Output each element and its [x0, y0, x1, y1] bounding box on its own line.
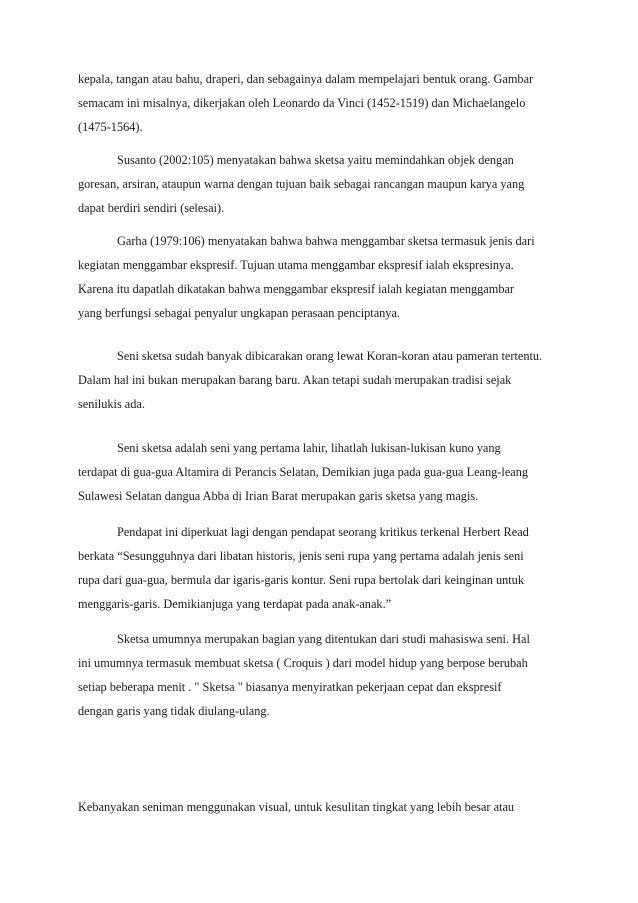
text-line: setiap beberapa menit . " Sketsa " biasanya menyiratkan pekerjaan cepat dan ekspresif [78, 680, 502, 694]
text-line: semacam ini misalnya, dikerjakan oleh Leonardo da Vinci (1452-1519) dan Michaelangelo [78, 96, 526, 110]
text-line: Garha (1979:106) menyatakan bahwa bahwa menggambar sketsa termasuk jenis dari [117, 234, 535, 248]
paragraph-4 [78, 344, 578, 416]
text-line: senilukis ada. [78, 397, 145, 411]
paragraph-5 [78, 436, 578, 508]
text-line: ini umumnya termasuk membuat sketsa ( Croquis ) dari model hidup yang berpose berubah [78, 656, 528, 670]
text-line: Pendapat ini diperkuat lagi dengan pendapat seorang kritikus terkenal Herbert Read [117, 525, 529, 539]
text-line: yang berfungsi sebagai penyalur ungkapan perasaan penciptanya. [78, 306, 400, 320]
paragraph-2 [78, 148, 578, 220]
text-line: Seni sketsa sudah banyak dibicarakan orang lewat Koran-koran atau pameran tertentu. [117, 349, 543, 363]
text-line: menggaris-garis. Demikianjuga yang terdapat pada anak-anak.” [78, 597, 392, 611]
text-line: dapat berdiri sendiri (selesai). [78, 201, 225, 215]
text-line: (1475-1564). [78, 120, 143, 134]
text-line: Seni sketsa adalah seni yang pertama lahir, lihatlah lukisan-lukisan kuno yang [117, 441, 501, 455]
paragraph-7 [78, 627, 578, 723]
paragraph-1 [78, 67, 578, 139]
text-line: Karena itu dapatlah dikatakan bahwa menggambar ekspresif ialah kegiatan menggambar [78, 282, 515, 296]
paragraph-6 [78, 520, 578, 616]
text-line: Susanto (2002:105) menyatakan bahwa sketsa yaitu memindahkan objek dengan [117, 153, 514, 167]
text-line: berkata “Sesungguhnya dari libatan historis, jenis seni rupa yang pertama adalah jenis seni [78, 549, 524, 563]
text-line: goresan, arsiran, ataupun warna dengan tujuan baik sebagai rancangan maupun karya yang [78, 177, 525, 191]
text-line: Kebanyakan seniman menggunakan visual, untuk kesulitan tingkat yang lebih besar atau [78, 800, 515, 814]
paragraph-8 [78, 795, 578, 819]
text-line: Dalam hal ini bukan merupakan barang baru. Akan tetapi sudah merupakan tradisi sejak [78, 373, 512, 387]
text-line: Sketsa umumnya merupakan bagian yang ditentukan dari studi mahasiswa seni. Hal [117, 632, 530, 646]
paragraph-3 [78, 229, 578, 325]
text-line: Sulawesi Selatan dangua Abba di Irian Barat merupakan garis sketsa yang magis. [78, 489, 479, 503]
text-line: rupa dari gua-gua, bermula dar igaris-garis kontur. Seni rupa bertolak dari keinginan untuk [78, 573, 524, 587]
text-line: terdapat di gua-gua Altamira di Perancis Selatan, Demikian juga pada gua-gua Leang-leang [78, 465, 529, 479]
text-line: kegiatan menggambar ekspresif. Tujuan utama menggambar ekspresif ialah ekspresinya. [78, 258, 514, 272]
text-line: dengan garis yang tidak diulang-ulang. [78, 704, 270, 718]
text-line: kepala, tangan atau bahu, draperi, dan sebagainya dalam mempelajari bentuk orang. Gambar [78, 72, 534, 86]
